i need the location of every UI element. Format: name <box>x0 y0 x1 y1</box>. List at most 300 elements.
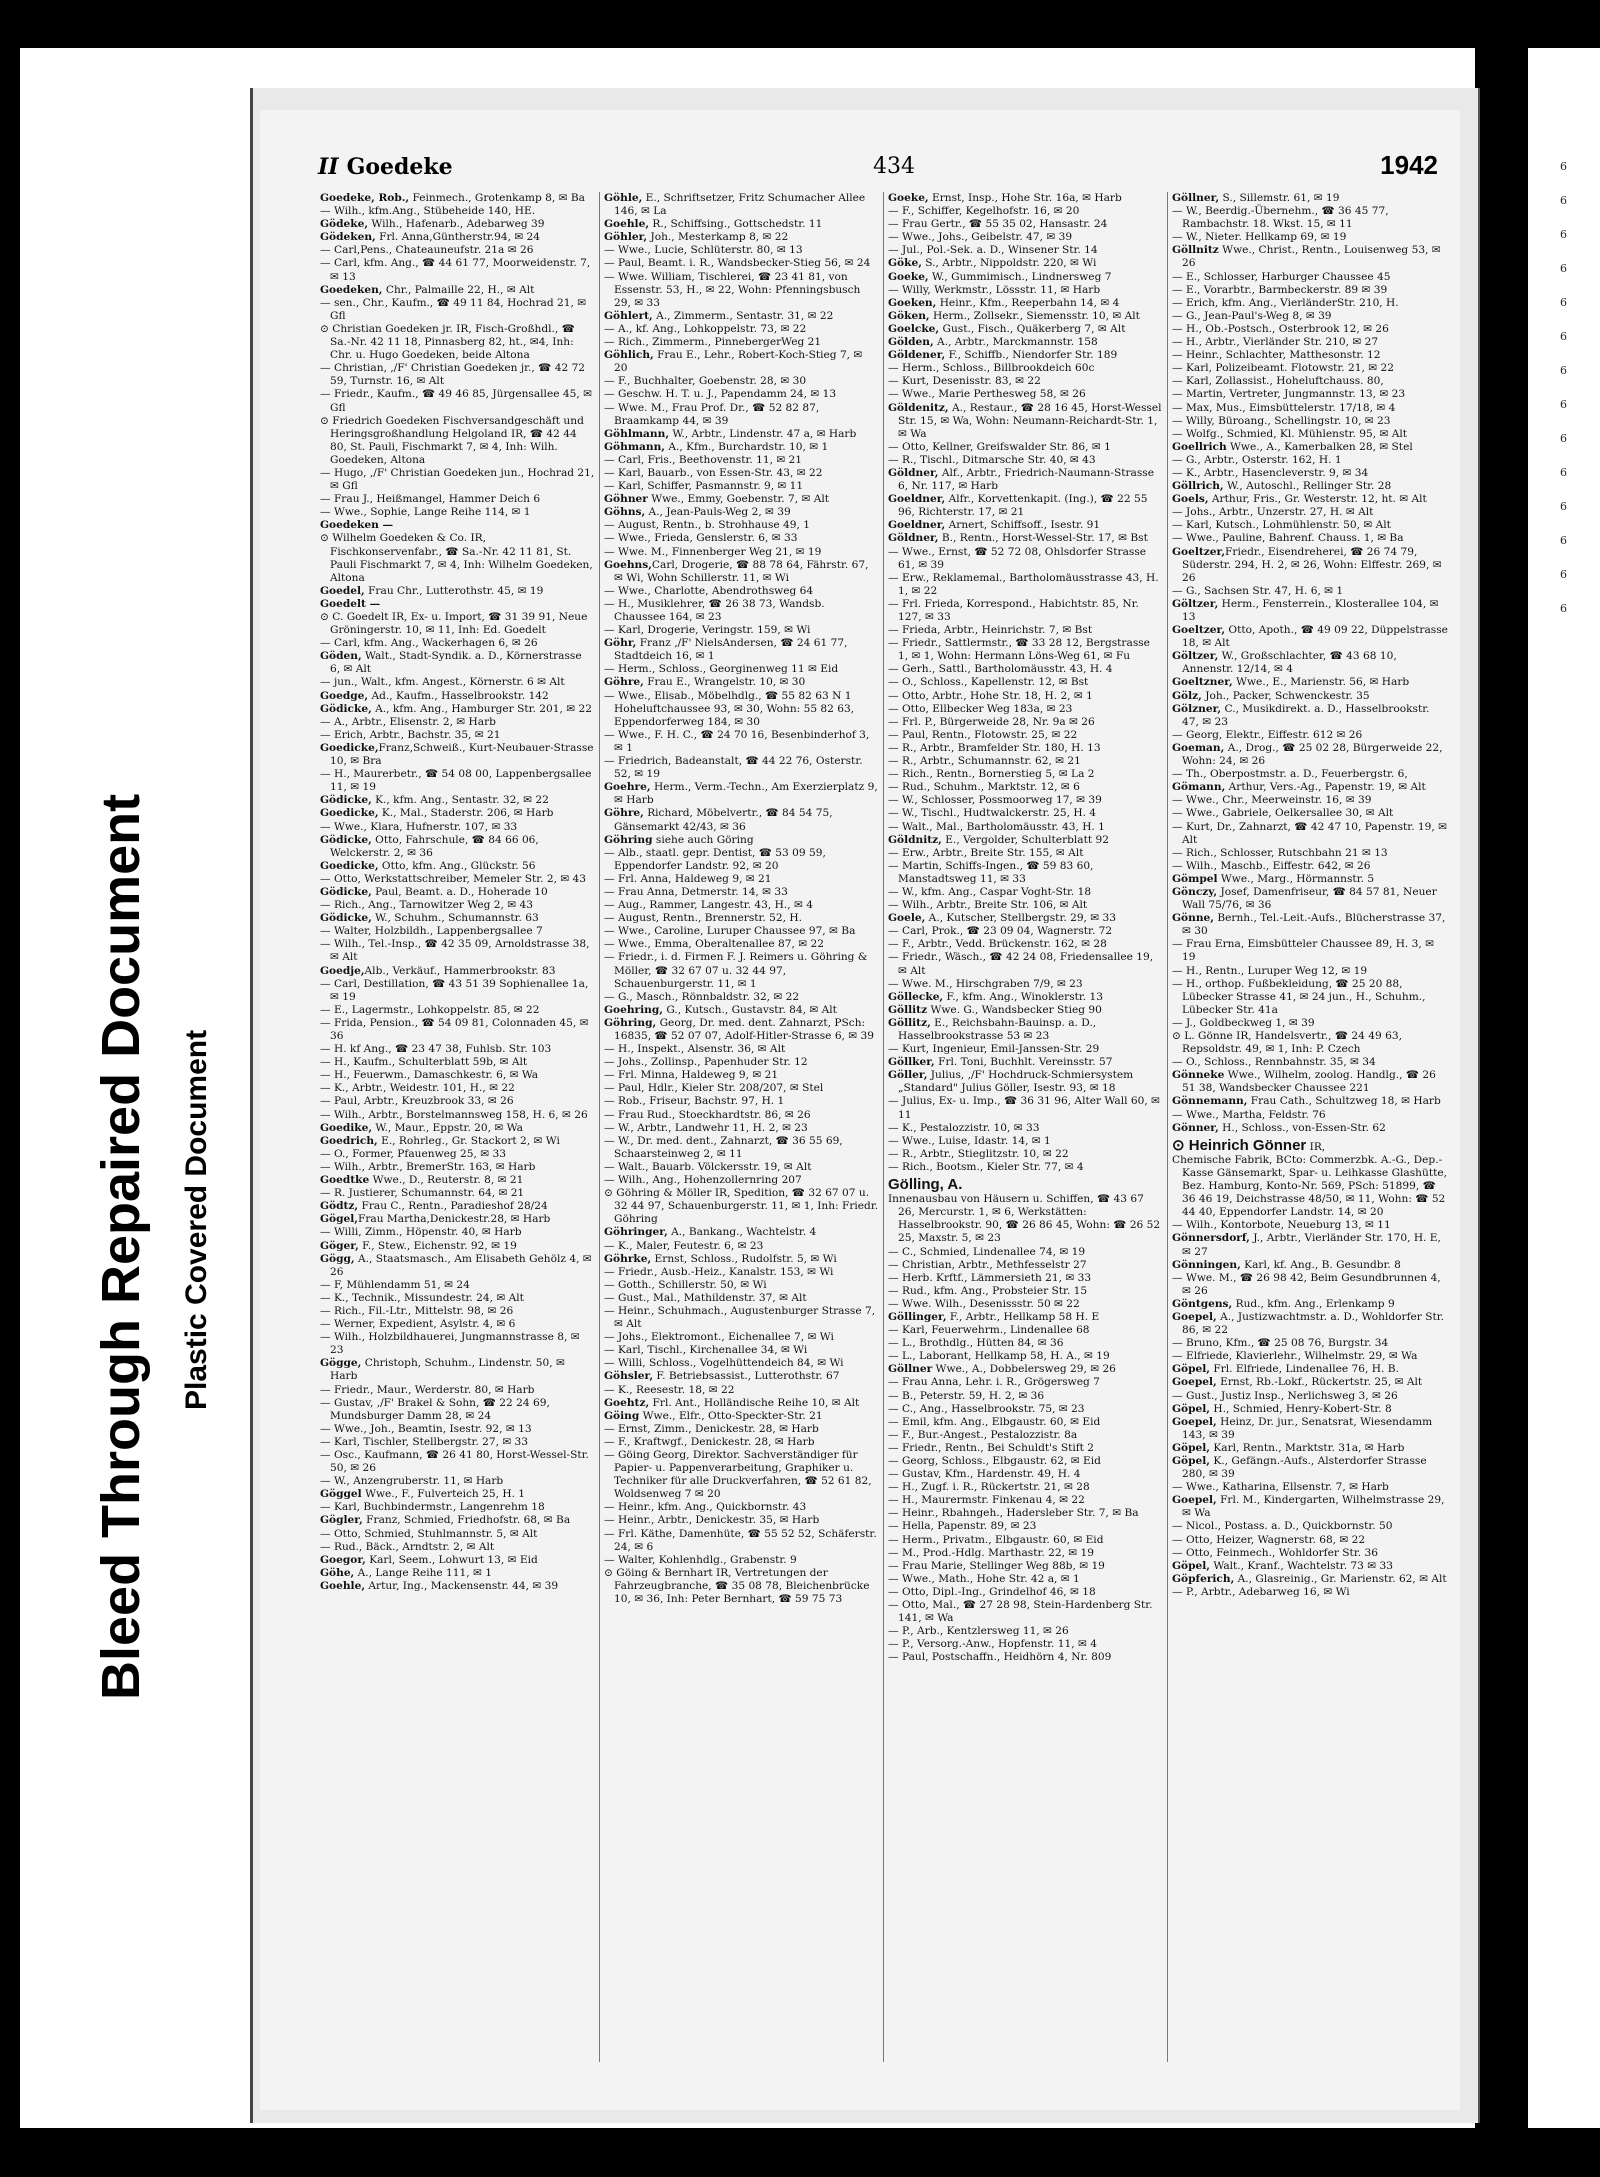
entry-text: — Wwe., Martha, Feldstr. 76 <box>1172 1108 1326 1121</box>
directory-entry <box>1172 415 1448 428</box>
directory-entry <box>1172 402 1448 415</box>
entry-text: — Georg, Elektr., Eiffestr. 612 ✉ 26 <box>1172 728 1363 741</box>
entry-text: Gust., Fisch., Quäkerberg 7, ✉ Alt <box>939 322 1126 335</box>
entry-text: — Friedr., Rentn., Bei Schuldt's Stift 2 <box>888 1441 1095 1454</box>
entry-text: — Herb. Krftf., Lämmersieth 21, ✉ 33 <box>888 1271 1092 1284</box>
entry-text: A., Bankang., Wachtelstr. 4 <box>667 1226 817 1239</box>
entry-text: — Erich, kfm. Ang., VierländerStr. 210, H. <box>1172 296 1399 309</box>
entry-text: K., kfm. Ang., Sentastr. 32, ✉ 22 <box>371 794 549 807</box>
directory-entry <box>320 493 595 506</box>
directory-entry <box>1172 1232 1448 1258</box>
entry-text: Frl. Ant., Holländische Reihe 10, ✉ Alt <box>649 1396 860 1409</box>
entry-text: Wwe., D., Reuterstr. 8, ✉ 21 <box>369 1174 524 1187</box>
directory-entry <box>1172 388 1448 401</box>
entry-text: — Hugo, ‚/F' Christian Goedeken jun., Hochrad 21, ✉ Gfl <box>320 466 595 493</box>
entry-text: — Karl, Buchbindermstr., Langenrehm 18 <box>320 1501 545 1514</box>
directory-entry <box>320 519 595 532</box>
entry-text: Frl. M., Kindergarten, Wilhelmstrasse 29, ✉ Wa <box>1182 1494 1445 1520</box>
directory-entry <box>604 532 879 545</box>
directory-entry <box>888 1122 1163 1135</box>
entry-text: — Wwe. Wilh., Desenissstr. 50 ✉ 22 <box>888 1297 1080 1310</box>
directory-entry <box>1172 1520 1448 1533</box>
directory-entry <box>604 1449 879 1501</box>
entry-name: Gölden, <box>888 336 934 349</box>
directory-entry <box>888 519 1163 532</box>
entry-text: — Wwe., Luise, Idastr. 14, ✉ 1 <box>888 1134 1051 1147</box>
directory-entry <box>888 362 1163 375</box>
entry-text: — Willi, Zimm., Höpenstr. 40, ✉ Harb <box>320 1226 522 1239</box>
directory-entry <box>888 1573 1163 1586</box>
entry-name: Göpel, <box>1172 1402 1210 1415</box>
directory-entry <box>604 663 879 676</box>
entry-text: — Carl, Destillation, ☎ 43 51 39 Sophienallee 1a, ✉ 19 <box>320 977 589 1003</box>
entry-text: — Paul, Beamt. i. R., Wandsbecker-Stieg 56, ✉ 24 <box>604 257 871 270</box>
entry-text: — Werner, Expedient, Asylstr. 4, ✉ 6 <box>320 1318 516 1331</box>
entry-text: Ad., Kaufm., Hasselbrookstr. 142 <box>368 689 549 702</box>
entry-text: — O., Schloss., Kapellenstr. 12, ✉ Bst <box>888 676 1089 689</box>
entry-text: A., kfm. Ang., Hamburger Str. 201, ✉ 22 <box>371 702 592 715</box>
directory-columns <box>316 192 1454 2062</box>
directory-entry <box>1172 1363 1448 1376</box>
entry-text: Wwe., E., Marienstr. 56, ✉ Harb <box>1232 676 1410 689</box>
entry-name: Göhlmann, <box>604 427 670 440</box>
entry-text: — Wwe., Emma, Oberaltenallee 87, ✉ 22 <box>604 938 824 951</box>
directory-entry <box>1172 1376 1448 1389</box>
directory-entry <box>320 1095 595 1108</box>
entry-text: — Rud., Schuhm., Marktstr. 12, ✉ 6 <box>888 781 1080 794</box>
directory-entry <box>320 257 595 283</box>
directory-entry <box>888 624 1163 637</box>
entry-text: Herm., Zollsekr., Siemensstr. 10, ✉ Alt <box>929 309 1140 322</box>
entry-name: Göldenitz, <box>888 401 949 414</box>
directory-entry <box>320 284 595 297</box>
entry-text: — Rob., Friseur, Bachstr. 97, H. 1 <box>604 1095 785 1108</box>
directory-entry <box>888 755 1163 768</box>
entry-name: Gömpel <box>1172 872 1218 885</box>
entry-text: — Carl, kfm. Ang., ☎ 44 61 77, Moorweidenstr. 7, ✉ 13 <box>320 257 591 283</box>
entry-name: Göllnitz <box>1172 244 1219 257</box>
entry-text: — Frida, Pension., ☎ 54 09 81, Colonnaden 45, ✉ 36 <box>320 1016 589 1042</box>
adjacent-page-mark: 6 <box>1560 500 1567 513</box>
directory-entry <box>604 1082 879 1095</box>
directory-entry <box>1172 284 1448 297</box>
entry-text: — Christian, Arbtr., Methfesselstr 27 <box>888 1258 1087 1271</box>
directory-entry <box>604 218 879 231</box>
entry-text: — Frl. P., Bürgerweide 28, Nr. 9a ✉ 26 <box>888 715 1095 728</box>
entry-text: — P., Arbtr., Adebarweg 16, ✉ Wi <box>1172 1585 1350 1598</box>
entry-name: Goeltzer, <box>1172 545 1226 558</box>
directory-entry <box>604 1135 879 1161</box>
entry-name: Göpel, <box>1172 1441 1210 1454</box>
directory-entry <box>320 965 595 978</box>
entry-name: Goele, <box>888 912 926 925</box>
entry-text: — Wwe., Pauline, Bahrenf. Chauss. 1, ✉ Ba <box>1172 532 1404 545</box>
entry-name: Gödicke, <box>320 702 372 715</box>
directory-entry <box>1172 349 1448 362</box>
directory-entry <box>320 192 595 205</box>
entry-text: Richard, Möbelvertr., ☎ 84 54 75, Gänsemarkt 42/43, ✉ 36 <box>614 807 833 833</box>
directory-entry <box>604 1357 879 1370</box>
entry-text: Herm., Fensterrein., Klosterallee 104, ✉ 13 <box>1182 597 1439 623</box>
entry-text: — Kurt, Dr., Zahnarzt, ☎ 42 47 10, Papenstr. 19, ✉ Alt <box>1172 820 1448 846</box>
directory-entry <box>320 362 595 388</box>
directory-entry <box>320 1200 595 1213</box>
entry-name: Göggel <box>320 1488 362 1501</box>
directory-entry <box>1172 1136 1448 1154</box>
entry-text: — Johs., Zollinsp., Papenhuder Str. 12 <box>604 1056 808 1069</box>
entry-name: Goedicke, <box>320 741 379 754</box>
directory-entry <box>320 585 595 598</box>
entry-name: Göhler, <box>604 231 648 244</box>
entry-text: — H., Musiklehrer, ☎ 26 38 73, Wandsb. Chaussee 164, ✉ 23 <box>604 597 825 623</box>
entry-name: Göllner <box>888 1363 933 1376</box>
directory-entry <box>604 598 879 624</box>
column-3 <box>884 192 1168 2062</box>
directory-entry <box>604 231 879 244</box>
entry-text: — Paul, Rentn., Flotowstr. 25, ✉ 22 <box>888 728 1078 741</box>
entry-name: Gönczy, <box>1172 885 1218 898</box>
entry-name: Gönne, <box>1172 912 1214 925</box>
directory-entry <box>1172 271 1448 284</box>
entry-text: W., Schuhm., Schumannstr. 63 <box>371 912 539 925</box>
entry-text: — Frl. Anna, Haldeweg 9, ✉ 21 <box>604 872 772 885</box>
entry-text: Frau E., Lehr., Robert-Koch-Stieg 7, ✉ 20 <box>614 349 863 375</box>
entry-name: Gödicke, <box>320 912 372 925</box>
directory-entry <box>1172 703 1448 729</box>
directory-entry <box>604 441 879 454</box>
entry-name: Göllitz <box>888 1003 928 1016</box>
entry-text: A., Glasreinig., Gr. Marienstr. 62, ✉ Alt <box>1234 1572 1447 1585</box>
directory-entry <box>320 244 595 257</box>
entry-text: Feinmech., Grotenkamp 8, ✉ Ba <box>409 192 585 204</box>
directory-entry <box>888 1193 1163 1245</box>
entry-name: Gönneke <box>1172 1069 1225 1082</box>
entry-name: Goedicke, <box>320 859 379 872</box>
directory-entry <box>1172 1272 1448 1298</box>
entry-text: — Paul, Hdlr., Kieler Str. 208/207, ✉ Stel <box>604 1082 824 1095</box>
entry-text: ⊙ Wilhelm Goedeken & Co. IR, Fischkonservenfabr., ☎ Sa.-Nr. 42 11 81, St. Pauli Fischmarkt 7, ✉ 4, Inh: Wilhelm Goedeken, Altona <box>320 532 593 584</box>
directory-entry <box>1172 729 1448 742</box>
entry-text: E., Reichsbahn-Bauinsp. a. D., Hasselbrookstrasse 53 ✉ 23 <box>898 1016 1097 1042</box>
directory-entry <box>1172 244 1448 270</box>
entry-text: — A., Arbtr., Elisenstr. 2, ✉ Harb <box>320 715 496 728</box>
directory-entry <box>888 1069 1163 1095</box>
entry-text: — Gotth., Schillerstr. 50, ✉ Wi <box>604 1278 767 1291</box>
entry-text: — Erich, Arbtr., Bachstr. 35, ✉ 21 <box>320 728 501 741</box>
directory-entry <box>320 925 595 938</box>
entry-text: Julius, ‚/F' Hochdruck-Schmiersystem „Standard" Julius Göller, Isestr. 93, ✉ 18 <box>898 1069 1134 1095</box>
entry-text: B., Rentn., Horst-Wessel-Str. 17, ✉ Bst <box>938 532 1148 545</box>
entry-text: — Frl. Frieda, Korrespond., Habichtstr. 85, Nr. 127, ✉ 33 <box>888 597 1139 623</box>
entry-text: Wwe. G., Wandsbecker Stieg 90 <box>927 1003 1102 1016</box>
entry-text: — P., Versorg.-Anw., Hopfenstr. 11, ✉ 4 <box>888 1638 1097 1651</box>
entry-name: Gödicke, <box>320 885 372 898</box>
directory-entry <box>604 1095 879 1108</box>
entry-name: Goeldner, <box>888 519 946 532</box>
directory-entry <box>604 690 879 729</box>
directory-entry <box>888 729 1163 742</box>
entry-name: Göltzer, <box>1172 650 1219 663</box>
entry-text: Arnert, Schiffsoff., Isestr. 91 <box>945 519 1101 532</box>
directory-entry <box>320 611 595 637</box>
entry-text: — Otto, Feinmech., Wohldorfer Str. 36 <box>1172 1546 1378 1559</box>
entry-text: W., Maur., Eppstr. 20, ✉ Wa <box>372 1121 523 1134</box>
entry-name: Gögler, <box>320 1514 363 1527</box>
entry-text: — Rich., Rentn., Bornerstieg 5, ✉ La 2 <box>888 768 1095 781</box>
entry-text: — Max, Mus., Eimsbüttelerstr. 17/18, ✉ 4 <box>1172 401 1396 414</box>
directory-entry <box>888 388 1163 401</box>
entry-text: F., kfm. Ang., Winoklerstr. 13 <box>943 990 1104 1003</box>
side-label-bleed-through: Bleed Through Repaired Document <box>91 793 151 1700</box>
directory-entry <box>1172 297 1448 310</box>
entry-text: — Heinr., Rbahngeh., Hadersleber Str. 7, ✉ Ba <box>888 1507 1139 1520</box>
entry-text: — Wwe., Charlotte, Abendrothsweg 64 <box>604 584 814 597</box>
directory-entry <box>604 519 879 532</box>
entry-text: Wwe., Elfr., Otto-Speckter-Str. 21 <box>639 1409 823 1422</box>
entry-text: Chr., Palmaille 22, H., ✉ Alt <box>382 283 535 296</box>
directory-entry <box>888 1246 1163 1259</box>
directory-entry <box>320 231 595 244</box>
directory-entry <box>320 1292 595 1305</box>
directory-entry <box>888 1494 1163 1507</box>
directory-entry <box>1172 532 1448 545</box>
directory-entry <box>888 1161 1163 1174</box>
entry-name: Göhring <box>604 833 653 846</box>
entry-text: — Gust., Justiz Insp., Nerlichsweg 3, ✉ 26 <box>1172 1389 1398 1402</box>
entry-text: — August, Rentn., Brennerstr. 52, H. <box>604 912 802 925</box>
entry-text: A., Drog., ☎ 25 02 28, Bürgerweide 22, Wohn: 24, ✉ 26 <box>1182 741 1443 768</box>
directory-entry <box>888 231 1163 244</box>
entry-name: Goepel, <box>1172 1415 1217 1428</box>
directory-entry <box>320 899 595 912</box>
entry-text: — E., Schlosser, Harburger Chaussee 45 <box>1172 270 1391 283</box>
entry-text: — Frl. Käthe, Damenhüte, ☎ 55 52 52, Schäferstr. 24, ✉ 6 <box>604 1527 877 1553</box>
entry-text: — H., Feuerwm., Damaschkestr. 6, ✉ Wa <box>320 1069 539 1082</box>
entry-text: — K., Maler, Feutestr. 6, ✉ 23 <box>604 1239 764 1252</box>
entry-text: — Wwe., Joh., Beamtin, Isestr. 92, ✉ 13 <box>320 1422 532 1435</box>
entry-text: — August, Rentn., b. Strohhause 49, 1 <box>604 519 811 532</box>
year: 1942 <box>1380 150 1438 180</box>
directory-entry <box>604 336 879 349</box>
directory-entry <box>604 1187 879 1226</box>
adjacent-page-mark: 6 <box>1560 364 1567 377</box>
directory-entry <box>888 834 1163 847</box>
entry-text: — H., Kaufm., Schulterblatt 59b, ✉ Alt <box>320 1056 528 1069</box>
entry-text: — Wilh., Tel.-Insp., ☎ 42 35 09, Arnoldstrasse 38, ✉ Alt <box>320 938 590 964</box>
entry-text: E., Schriftsetzer, Fritz Schumacher Allee 146, ✉ La <box>614 192 866 218</box>
entry-name: Göldnitz, <box>888 833 942 846</box>
entry-text: Arthur, Fris., Gr. Westerstr. 12, ht. ✉ Alt <box>1208 493 1427 506</box>
directory-entry <box>320 205 595 218</box>
entry-text: — Wwe. M., ☎ 26 98 42, Beim Gesundbrunnen 4, ✉ 26 <box>1172 1271 1441 1297</box>
directory-entry <box>320 1488 595 1501</box>
entry-text: — Wwe. William, Tischlerei, ☎ 23 41 81, von Essenstr. 53, H., ✉ 22, Wohn: Pfenningsbusch 29, ✉ 33 <box>604 270 861 309</box>
entry-text: — Wwe. M., Frau Prof. Dr., ☎ 52 82 87, Braamkamp 44, ✉ 39 <box>604 401 820 427</box>
entry-name: Göhner <box>604 493 648 506</box>
entry-text: Rud., kfm. Ang., Erlenkamp 9 <box>1232 1297 1395 1310</box>
directory-entry <box>320 1082 595 1095</box>
entry-text: — G., Sachsen Str. 47, H. 6, ✉ 1 <box>1172 584 1344 597</box>
directory-entry <box>320 716 595 729</box>
directory-entry <box>888 532 1163 545</box>
directory-entry <box>1172 1547 1448 1560</box>
directory-entry <box>604 257 879 270</box>
entry-name: Göger, <box>320 1239 359 1252</box>
entry-text: — E., Vorarbtr., Barmbeckerstr. 89 ✉ 39 <box>1172 283 1388 296</box>
entry-text: J., Arbtr., Vierländer Str. 170, H. E, ✉ 27 <box>1182 1232 1441 1258</box>
entry-text: — Aug., Rammer, Langestr. 43, H., ✉ 4 <box>604 899 813 912</box>
entry-name: Göhmann, <box>604 440 665 453</box>
directory-entry <box>1172 1017 1448 1030</box>
entry-text: — Wilh., Arbtr., BremerStr. 163, ✉ Harb <box>320 1160 536 1173</box>
entry-text: K., Mal., Staderstr. 206, ✉ Harb <box>378 807 554 820</box>
entry-name: Gödicke, <box>320 794 372 807</box>
directory-entry <box>604 546 879 559</box>
entry-name: Göpferich, <box>1172 1572 1235 1585</box>
entry-text: Wwe., Emmy, Goebenstr. 7, ✉ Alt <box>647 493 830 506</box>
directory-entry <box>1172 1298 1448 1311</box>
entry-text: — Frau Erna, Eimsbütteler Chaussee 89, H. 3, ✉ 19 <box>1172 938 1435 964</box>
entry-text: — Heinr., Arbtr., Denickestr. 35, ✉ Harb <box>604 1514 820 1527</box>
directory-entry <box>604 192 879 218</box>
directory-entry <box>604 1043 879 1056</box>
directory-entry <box>1172 1390 1448 1403</box>
directory-entry <box>1172 1403 1448 1416</box>
directory-entry <box>604 1554 879 1567</box>
directory-entry <box>888 1135 1163 1148</box>
directory-entry <box>888 690 1163 703</box>
entry-text: — Karl, Kutsch., Lohmühlenstr. 50, ✉ Alt <box>1172 519 1391 532</box>
entry-text: — Rud., kfm. Ang., Probsteier Str. 15 <box>888 1284 1088 1297</box>
entry-name: Göllinger, <box>888 1310 947 1323</box>
directory-entry <box>604 388 879 401</box>
directory-entry <box>604 1501 879 1514</box>
side-labels <box>90 360 250 1700</box>
entry-text: — Karl, Polizeibeamt. Flotowstr. 21, ✉ 22 <box>1172 362 1394 375</box>
entry-text: F. Betriebsassist., Lutterothstr. 67 <box>653 1370 840 1383</box>
directory-entry <box>1172 598 1448 624</box>
directory-entry <box>888 768 1163 781</box>
entry-text: — W., Beerdig.-Übernehm., ☎ 36 45 77, Rambachstr. 18. Wkst. 15, ✉ 11 <box>1172 205 1389 231</box>
entry-text: — Wolfg., Schmied, Kl. Mühlenstr. 95, ✉ Alt <box>1172 427 1408 440</box>
entry-name: Goedrich, <box>320 1134 378 1147</box>
entry-text: Frau Chr., Lutterothstr. 45, ✉ 19 <box>364 584 544 597</box>
entry-text: — Georg, Schloss., Elbgaustr. 62, ✉ Eid <box>888 1455 1101 1467</box>
directory-entry <box>1172 624 1448 650</box>
entry-text: — Erw., Reklamemal., Bartholomäusstrasse 43, H. 1, ✉ 22 <box>888 571 1159 597</box>
entry-text: — Bruno, Kfm., ☎ 25 08 76, Burgstr. 34 <box>1172 1337 1389 1350</box>
entry-text: — H., Rentn., Luruper Weg 12, ✉ 19 <box>1172 964 1368 977</box>
entry-text: — Otto, Kellner, Greifswalder Str. 86, ✉ 1 <box>888 440 1111 453</box>
directory-entry <box>320 1069 595 1082</box>
directory-entry <box>604 637 879 663</box>
adjacent-page-mark: 6 <box>1560 602 1567 615</box>
directory-entry <box>1172 454 1448 467</box>
directory-entry <box>888 454 1163 467</box>
entry-name: Göpel, <box>1172 1455 1210 1467</box>
entry-text: Wwe., A., Dobbelersweg 29, ✉ 26 <box>932 1363 1116 1376</box>
entry-name: Goehle, <box>604 218 650 231</box>
directory-entry <box>888 1442 1163 1455</box>
directory-entry <box>604 375 879 388</box>
entry-text: Wwe., Wilhelm, zoolog. Handlg., ☎ 26 51 38, Wandsbecker Chaussee 221 <box>1182 1069 1436 1095</box>
entry-text: — Carl, Prok., ☎ 23 09 04, Wagnerstr. 72 <box>888 925 1113 938</box>
entry-text: — Johs., Arbtr., Unzerstr. 27, H. ✉ Alt <box>1172 506 1374 519</box>
entry-name: Göhe, <box>320 1566 355 1579</box>
entry-name: Göltzer, <box>1172 597 1219 610</box>
directory-entry <box>888 1148 1163 1161</box>
entry-text: ⊙ Christian Goedeken jr. IR, Fisch-Großhdl., ☎ Sa.-Nr. 42 11 18, Pinnasberg 82, ht., ✉4, Inh: Chr. u. Hugo Goedeken, beide Altona <box>320 322 575 362</box>
directory-entry <box>320 676 595 689</box>
directory-entry <box>320 1318 595 1331</box>
entry-text: — W., Nieter. Hellkamp 69, ✉ 19 <box>1172 231 1347 244</box>
entry-text: — Karl, Tischler, Stellbergstr. 27, ✉ 33 <box>320 1435 529 1448</box>
directory-entry <box>888 192 1163 205</box>
entry-text: A., Jean-Pauls-Weg 2, ✉ 39 <box>645 506 791 519</box>
entry-text: — O., Former, Pfauenweg 25, ✉ 33 <box>320 1147 506 1160</box>
entry-text: A., Lange Reihe 111, ✉ 1 <box>354 1566 492 1579</box>
entry-text: — G., Masch., Rönnbaldstr. 32, ✉ 22 <box>604 990 800 1003</box>
entry-name: Goedelt — <box>320 597 381 610</box>
adjacent-page-mark: 6 <box>1560 262 1567 275</box>
directory-entry <box>320 860 595 873</box>
entry-name: Gölling, A. <box>888 1176 963 1194</box>
entry-name: Gödeken, <box>320 231 376 244</box>
directory-entry <box>888 310 1163 323</box>
directory-entry <box>1172 336 1448 349</box>
directory-entry <box>604 1305 879 1331</box>
directory-entry <box>1172 1122 1448 1135</box>
directory-entry <box>888 912 1163 925</box>
entry-text: Paul, Beamt. a. D., Hoherade 10 <box>371 885 548 898</box>
entry-text: — L., Laborant, Hellkamp 58, H. A., ✉ 19 <box>888 1350 1110 1363</box>
directory-entry <box>888 244 1163 257</box>
entry-text: — H., orthop. Fußbekleidung, ☎ 25 20 88, Lübecker Strasse 41, ✉ 24 jun., H., Schuhm., Lübecker Str. 41a <box>1172 977 1426 1016</box>
entry-text: Wwe., F., Fulverteich 25, H. 1 <box>361 1488 526 1501</box>
entry-text: — R., Arbtr., Bramfelder Str. 180, H. 13 <box>888 741 1101 754</box>
directory-entry <box>888 899 1163 912</box>
entry-text: — K., Arbtr., Weidestr. 101, H., ✉ 22 <box>320 1082 515 1095</box>
entry-text: — Wilh., Kontorbote, Neueburg 13, ✉ 11 <box>1172 1219 1391 1232</box>
entry-text: — Frl. Minna, Haldeweg 9, ✉ 21 <box>604 1069 779 1082</box>
directory-entry <box>320 388 595 414</box>
entry-name: Gönner, <box>1172 1121 1219 1134</box>
entry-text: Karl, Seem., Lohwurt 13, ✉ Eid <box>365 1553 538 1566</box>
directory-entry <box>320 978 595 1004</box>
entry-text: A., Arbtr., Marckmannstr. 158 <box>933 336 1098 349</box>
entry-text: — Otto, Heizer, Wagnerstr. 68, ✉ 22 <box>1172 1533 1366 1546</box>
directory-entry <box>320 807 595 820</box>
directory-entry <box>604 1266 879 1279</box>
directory-entry <box>1172 1259 1448 1272</box>
directory-entry <box>1172 362 1448 375</box>
directory-entry <box>604 1528 879 1554</box>
entry-text: — Wwe., F. H. C., ☎ 24 70 16, Besenbinderhof 3, ✉ 1 <box>604 728 870 754</box>
entry-name: Göing <box>604 1409 640 1422</box>
directory-entry <box>1172 965 1448 978</box>
directory-entry <box>320 1122 595 1135</box>
directory-entry <box>1172 231 1448 244</box>
entry-name: Göldner, <box>888 466 939 479</box>
entry-text: — Karl, Bauarb., von Essen-Str. 43, ✉ 22 <box>604 466 823 479</box>
entry-text: Ernst, Insp., Hohe Str. 16a, ✉ Harb <box>928 192 1122 204</box>
directory-entry <box>1172 938 1448 964</box>
directory-entry <box>888 1534 1163 1547</box>
entry-text: — Rich., Zimmerm., PinnebergerWeg 21 <box>604 336 822 349</box>
directory-entry <box>320 1331 595 1357</box>
directory-entry <box>888 1017 1163 1043</box>
entry-text: — Martin, Vertreter, Jungmannstr. 13, ✉ 23 <box>1172 388 1406 401</box>
